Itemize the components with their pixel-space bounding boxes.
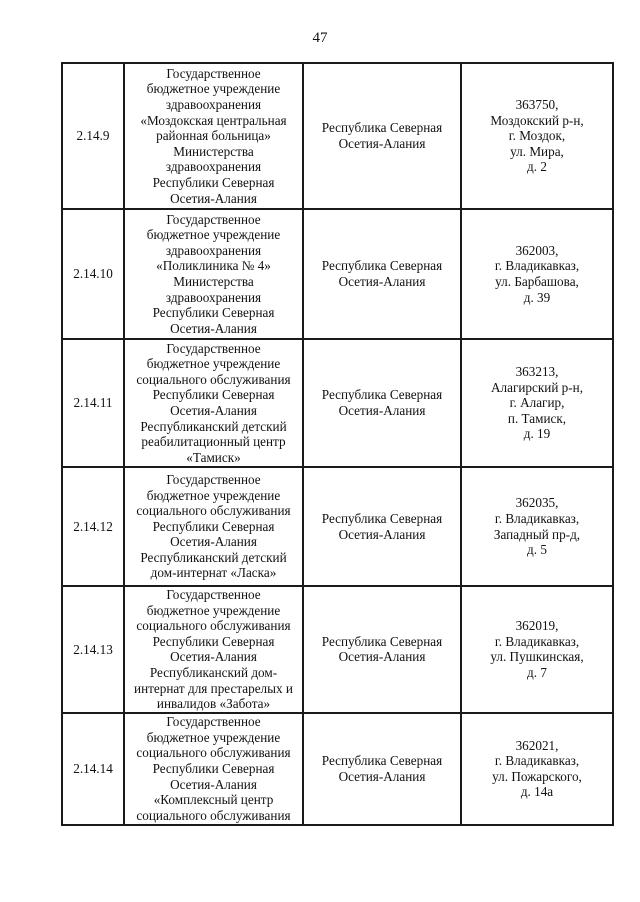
text-line: Республики Северная [152,305,275,321]
institution-name [124,586,303,713]
text-line: д. 5 [527,542,547,558]
text-line: ул. Пушкинская, [490,649,584,665]
region-cell [303,339,461,467]
address-cell [461,586,613,713]
text-line: Государственное [166,471,261,487]
institution-name [124,63,303,209]
table-row [62,209,613,339]
institution-name [124,467,303,586]
text-line: бюджетное учреждение [146,602,281,618]
text-line: Республика Северная [321,120,443,136]
text-line: бюджетное учреждение [146,81,281,97]
text-line: Республиканский детский [140,418,287,434]
text-line: г. Алагир, [509,395,565,411]
text-line: д. 39 [523,289,551,305]
text-line: Республика Северная [321,753,443,769]
institution-name [124,209,303,339]
text-line: «Тамиск» [186,449,241,465]
text-line: Республики Северная [152,387,275,403]
region-cell [303,467,461,586]
region-cell [303,209,461,339]
text-line: Государственное [166,714,261,730]
text-line: Республика Северная [321,510,443,526]
institution-name [124,339,303,467]
text-line: Министерства [173,143,254,159]
text-line: д. 7 [527,664,547,680]
text-line: ул. Барбашова, [495,274,579,289]
text-line: Осетия-Алания [338,136,426,151]
address-cell [461,63,613,209]
text-line: 362035, [515,495,559,511]
text-line: Республиканский детский [140,549,287,565]
table-row [62,586,613,713]
text-line: «Моздокская центральная [140,112,287,128]
text-line: социального обслуживания [136,807,291,823]
text-line: Осетия-Алания [170,649,257,665]
text-line: здравоохранения [165,242,262,258]
text-line: бюджетное учреждение [146,729,281,745]
text-line: Министерства [173,274,254,289]
text-line: Республики Северная [152,518,275,534]
text-line: г. Владикавказ, [494,258,580,274]
text-line: Республика Северная [321,258,443,274]
text-line: социального обслуживания [136,503,291,519]
table-row [62,713,613,825]
row-number: 2.14.9 [62,63,124,209]
text-line: д. 2 [527,159,547,175]
text-line: Осетия-Алания [338,649,426,665]
text-line: Республиканский дом- [149,664,278,680]
row-number: 2.14.13 [62,586,124,713]
text-line: Осетия-Алания [338,274,426,289]
table-row [62,467,613,586]
address-cell [461,339,613,467]
text-line: д. 14а [520,784,554,800]
row-number: 2.14.11 [62,339,124,467]
text-line: Осетия-Алания [170,403,257,418]
text-line: Республика Северная [321,633,443,649]
text-line: ул. Пожарского, [492,768,582,784]
row-number: 2.14.14 [62,713,124,825]
text-line: ул. Мира, [510,143,564,159]
text-line: Осетия-Алания [338,526,426,542]
text-line: п. Тамиск, [507,410,567,426]
text-line: Осетия-Алания [338,403,426,418]
text-line: дом-интернат «Ласка» [150,565,277,581]
text-line: социального обслуживания [136,371,291,387]
text-line: бюджетное учреждение [146,356,281,372]
institution-name [124,713,303,825]
table-row [62,63,613,209]
text-line: г. Владикавказ, [494,633,580,649]
text-line: Осетия-Алания [170,776,257,792]
text-line: социального обслуживания [136,618,291,634]
text-line: реабилитационный центр [141,434,286,450]
text-line: Республики Северная [152,633,275,649]
text-line: бюджетное учреждение [146,227,281,243]
text-line: Республика Северная [321,387,443,403]
row-number: 2.14.12 [62,467,124,586]
address-cell [461,467,613,586]
text-line: г. Владикавказ, [494,510,580,526]
page-number: 47 [312,30,328,46]
text-line: Государственное [166,340,261,356]
address-cell [461,209,613,339]
text-line: Республики Северная [152,174,275,190]
text-line: Моздокский р-н, [490,112,584,128]
text-line: Государственное [166,587,261,602]
row-number: 2.14.10 [62,209,124,339]
text-line: «Комплексный центр [153,792,274,808]
text-line: 362003, [515,242,559,258]
text-line: 363750, [515,97,559,113]
text-line: г. Владикавказ, [494,753,580,769]
text-line: 363213, [515,364,559,380]
text-line: Осетия-Алания [170,190,257,206]
text-line: инвалидов «Забота» [156,696,271,712]
text-line: Республики Северная [152,760,275,776]
text-line: интернат для престарелых и [134,680,293,696]
text-line: здравоохранения [165,97,262,113]
text-line: социального обслуживания [136,745,291,761]
region-cell [303,586,461,713]
address-cell [461,713,613,825]
text-line: Государственное [166,211,261,227]
text-line: Осетия-Алания [170,320,257,336]
table-row [62,339,613,467]
text-line: Осетия-Алания [338,768,426,784]
text-line: г. Моздок, [508,128,566,144]
text-line: здравоохранения [165,159,262,175]
region-cell [303,713,461,825]
text-line: бюджетное учреждение [146,487,281,503]
text-line: 362019, [515,618,559,634]
region-cell [303,63,461,209]
text-line: Государственное [166,65,261,81]
text-line: здравоохранения [165,289,262,305]
text-line: д. 19 [523,426,551,442]
institutions-table [61,62,614,826]
text-line: «Поликлиника № 4» [156,258,271,274]
text-line: Осетия-Алания [170,534,257,550]
text-line: районная больница» [156,128,271,144]
text-line: Западный пр-д, [493,526,581,542]
text-line: 362021, [515,737,559,753]
text-line: Алагирский р-н, [490,379,584,395]
